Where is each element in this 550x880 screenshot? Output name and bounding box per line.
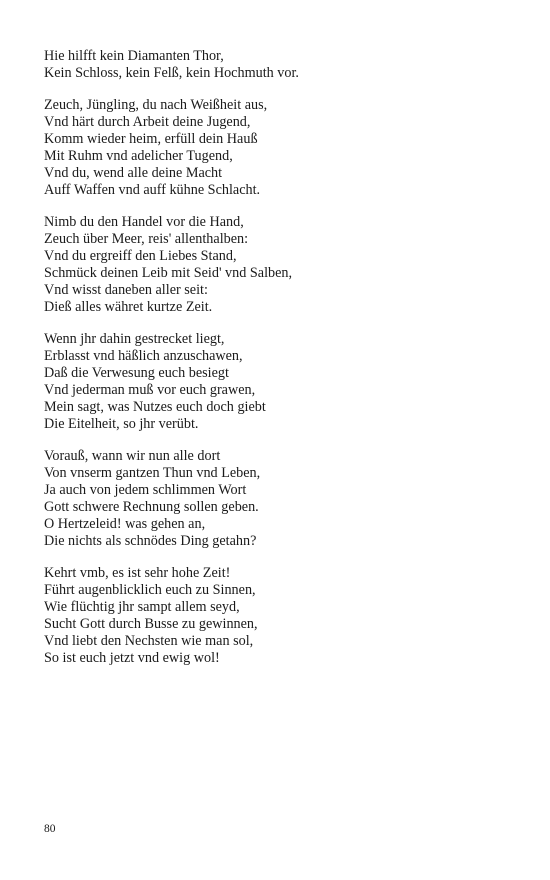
poem-line: Vnd jederman muß vor euch grawen, — [44, 382, 256, 398]
poem-line: Vnd du ergreiff den Liebes Stand, — [44, 248, 237, 264]
stanza-6 — [44, 565, 514, 667]
poem-line: Kehrt vmb, es ist sehr hohe Zeit! — [44, 565, 231, 581]
stanza-2 — [44, 97, 514, 199]
poem-line: Dieß alles währet kurtze Zeit. — [44, 299, 213, 315]
stanza-5 — [44, 448, 514, 550]
poem-line: Von vnserm gantzen Thun vnd Leben, — [44, 465, 261, 481]
stanza-3 — [44, 214, 514, 316]
page-number: 80 — [44, 823, 56, 835]
poem-line: Mein sagt, was Nutzes euch doch giebt — [44, 399, 266, 415]
stanza-4 — [44, 331, 514, 433]
poem-line: Führt augenblicklich euch zu Sinnen, — [44, 582, 256, 598]
poem-line: O Hertzeleid! was gehen an, — [44, 516, 206, 532]
poem-line: Nimb du den Handel vor die Hand, — [44, 214, 244, 230]
poem-line: Komm wieder heim, erfüll dein Hauß — [44, 131, 258, 147]
poem-line: Wenn jhr dahin gestrecket liegt, — [44, 331, 225, 347]
poem-line: Schmück deinen Leib mit Seid' vnd Salben, — [44, 265, 293, 281]
poem-line: Kein Schloss, kein Felß, kein Hochmuth vor. — [44, 65, 299, 81]
poem-line: Ja auch von jedem schlimmen Wort — [44, 482, 247, 498]
poem-line: Daß die Verwesung euch besiegt — [44, 365, 229, 381]
poem-line: Mit Ruhm vnd adelicher Tugend, — [44, 148, 233, 164]
poem-line: Vnd liebt den Nechsten wie man sol, — [44, 633, 254, 649]
poem-line: Die Eitelheit, so jhr verübt. — [44, 416, 199, 432]
poem-line: Sucht Gott durch Busse zu gewinnen, — [44, 616, 258, 632]
poem-line: Vnd du, wend alle deine Macht — [44, 165, 223, 181]
poem-page — [44, 48, 514, 682]
poem-line: Vnd wisst daneben aller seit: — [44, 282, 208, 298]
stanza-1 — [44, 48, 514, 82]
poem-line: Vorauß, wann wir nun alle dort — [44, 448, 221, 464]
poem-line: Erblasst vnd häßlich anzuschawen, — [44, 348, 243, 364]
poem-line: So ist euch jetzt vnd ewig wol! — [44, 650, 220, 666]
poem-line: Zeuch, Jüngling, du nach Weißheit aus, — [44, 97, 268, 113]
poem-line: Vnd härt durch Arbeit deine Jugend, — [44, 114, 251, 130]
poem-line: Zeuch über Meer, reis' allenthalben: — [44, 231, 249, 247]
poem-line: Wie flüchtig jhr sampt allem seyd, — [44, 599, 240, 615]
poem-line: Auff Waffen vnd auff kühne Schlacht. — [44, 182, 261, 198]
poem-line: Hie hilfft kein Diamanten Thor, — [44, 48, 224, 64]
poem-line: Gott schwere Rechnung sollen geben. — [44, 499, 259, 515]
poem-line: Die nichts als schnödes Ding getahn? — [44, 533, 257, 549]
